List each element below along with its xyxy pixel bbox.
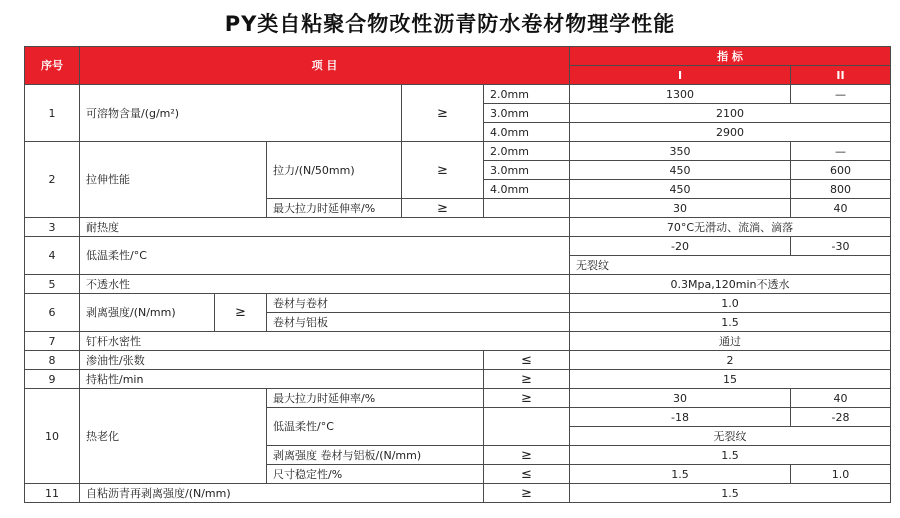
page-title: PY类自粘聚合物改性沥青防水卷材物理学性能 — [224, 12, 676, 36]
row-seq: 5 — [25, 275, 80, 294]
value-merged: 1.0 — [570, 294, 891, 313]
header-seq: 序号 — [25, 47, 80, 85]
value-merged: 无裂纹 — [570, 427, 891, 446]
value-merged: 15 — [570, 370, 891, 389]
thickness-spec: 3.0mm — [484, 161, 570, 180]
row-item-name: 剥离强度/(N/mm) — [80, 294, 215, 332]
value-grade-2: -30 — [791, 237, 891, 256]
value-grade-2: 40 — [791, 199, 891, 218]
value-grade-1: -20 — [570, 237, 791, 256]
ge-symbol: ≥ — [484, 389, 570, 408]
ge-symbol: ≥ — [484, 370, 570, 389]
value-grade-1: 1.5 — [570, 465, 791, 484]
row-seq: 8 — [25, 351, 80, 370]
row-seq: 6 — [25, 294, 80, 332]
thickness-spec: 4.0mm — [484, 123, 570, 142]
row-item-name: 渗油性/张数 — [80, 351, 484, 370]
header-grade-2: II — [791, 66, 891, 85]
header-item: 项 目 — [80, 47, 570, 85]
ge-symbol: ≥ — [402, 85, 484, 142]
ge-symbol: ≥ — [402, 199, 484, 218]
ge-symbol: ≥ — [484, 484, 570, 503]
ge-symbol: ≥ — [215, 294, 267, 332]
le-symbol: ≤ — [484, 351, 570, 370]
value-grade-2: 40 — [791, 389, 891, 408]
value-merged: 1.5 — [570, 484, 891, 503]
row-seq: 10 — [25, 389, 80, 484]
row-seq: 2 — [25, 142, 80, 218]
value-grade-2: 800 — [791, 180, 891, 199]
value-merged: 70°C无滑动、流淌、滴落 — [570, 218, 891, 237]
value-grade-2: — — [791, 142, 891, 161]
value-grade-1: 1300 — [570, 85, 791, 104]
empty-cell — [484, 199, 570, 218]
row-seq: 1 — [25, 85, 80, 142]
table-row — [25, 142, 891, 161]
row-seq: 3 — [25, 218, 80, 237]
header-row — [25, 47, 891, 66]
table-row — [25, 218, 891, 237]
row-item-name: 钉杆水密性 — [80, 332, 570, 351]
row-item-name: 可溶物含量/(g/m²) — [80, 85, 402, 142]
sub-item-name: 剥离强度 卷材与铝板/(N/mm) — [267, 446, 484, 465]
sub-item-name: 卷材与卷材 — [267, 294, 570, 313]
property-table — [24, 46, 891, 503]
value-grade-2: -28 — [791, 408, 891, 427]
value-grade-2: 1.0 — [791, 465, 891, 484]
header-index: 指 标 — [570, 47, 891, 66]
sub-item-name: 尺寸稳定性/% — [267, 465, 484, 484]
row-seq: 9 — [25, 370, 80, 389]
row-item-name: 拉伸性能 — [80, 142, 267, 218]
sub-item-name: 卷材与铝板 — [267, 313, 570, 332]
value-grade-2: 600 — [791, 161, 891, 180]
value-merged: 2100 — [570, 104, 891, 123]
thickness-spec: 2.0mm — [484, 85, 570, 104]
table-row — [25, 484, 891, 503]
table-row — [25, 237, 891, 256]
row-item-name: 热老化 — [80, 389, 267, 484]
table-row — [25, 275, 891, 294]
row-seq: 7 — [25, 332, 80, 351]
row-item-name: 低温柔性/°C — [80, 237, 570, 275]
value-merged: 1.5 — [570, 446, 891, 465]
thickness-spec: 3.0mm — [484, 104, 570, 123]
row-item-name: 持粘性/min — [80, 370, 484, 389]
sub-item-name: 低温柔性/°C — [267, 408, 484, 446]
value-grade-1: -18 — [570, 408, 791, 427]
sub-item-name: 最大拉力时延伸率/% — [267, 389, 484, 408]
value-grade-1: 30 — [570, 389, 791, 408]
value-merged: 0.3Mpa,120min不透水 — [570, 275, 891, 294]
table-row — [25, 370, 891, 389]
le-symbol: ≤ — [484, 465, 570, 484]
value-merged: 2900 — [570, 123, 891, 142]
thickness-spec: 4.0mm — [484, 180, 570, 199]
ge-symbol: ≥ — [402, 142, 484, 199]
row-seq: 11 — [25, 484, 80, 503]
table-row — [25, 85, 891, 104]
value-merged: 2 — [570, 351, 891, 370]
table-row — [25, 294, 891, 313]
ge-symbol: ≥ — [484, 446, 570, 465]
value-grade-2: — — [791, 85, 891, 104]
sub-item-name: 拉力/(N/50mm) — [267, 142, 402, 199]
value-merged: 通过 — [570, 332, 891, 351]
value-merged: 1.5 — [570, 313, 891, 332]
row-item-name: 不透水性 — [80, 275, 570, 294]
value-grade-1: 450 — [570, 161, 791, 180]
value-merged: 无裂纹 — [570, 256, 891, 275]
table-row — [25, 332, 891, 351]
table-row — [25, 351, 891, 370]
value-grade-1: 350 — [570, 142, 791, 161]
value-grade-1: 30 — [570, 199, 791, 218]
header-grade-1: I — [570, 66, 791, 85]
table-row — [25, 389, 891, 408]
row-seq: 4 — [25, 237, 80, 275]
value-grade-1: 450 — [570, 180, 791, 199]
row-item-name: 自粘沥青再剥离强度/(N/mm) — [80, 484, 484, 503]
empty-cell — [484, 408, 570, 446]
sub-item-name: 最大拉力时延伸率/% — [267, 199, 402, 218]
thickness-spec: 2.0mm — [484, 142, 570, 161]
row-item-name: 耐热度 — [80, 218, 570, 237]
